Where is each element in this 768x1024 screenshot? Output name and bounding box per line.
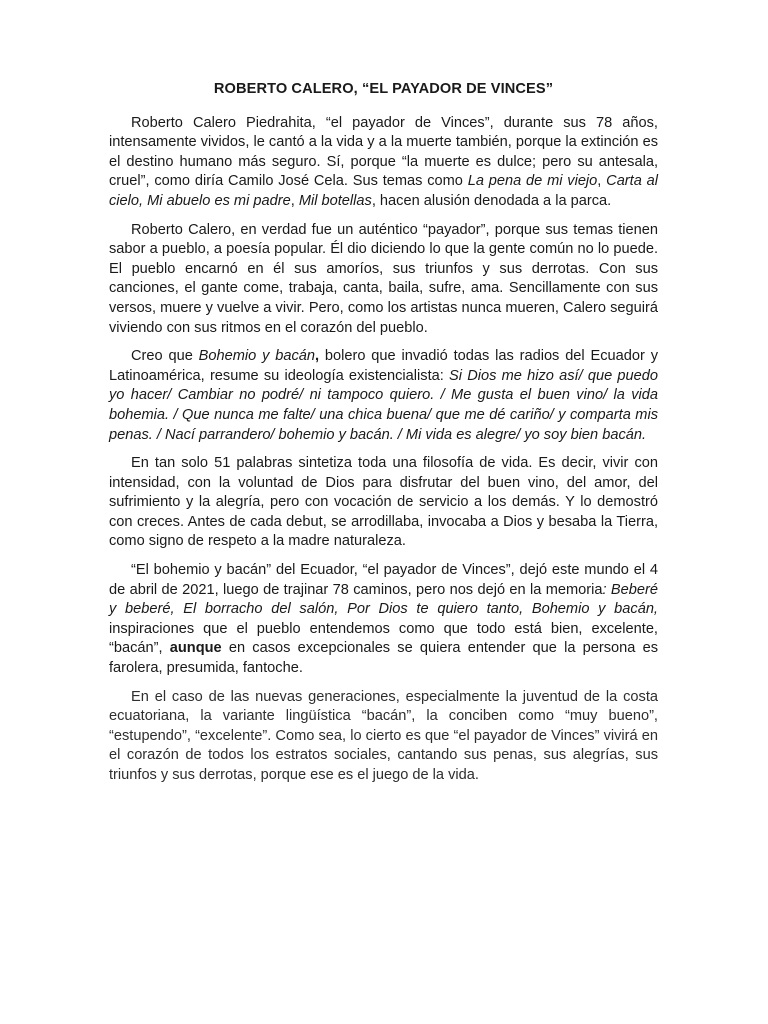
song-title-bohemio-y-bacan: Bohemio y bacán bbox=[198, 348, 315, 365]
paragraph-1-text-a: Roberto Calero Piedrahita, “el payador de Vinces”, durante sus 78 años, intensamente vividos, le cantó a la vida y a la muerte también, porque la extinción es el destino humano más seguro. Sí, porque “la muerte es dulce; pero su antesala, cruel”, como diría Camilo José Cela. Sus temas como bbox=[109, 114, 658, 190]
paragraph-5-text-c: inspiraciones que el pueblo entendemos como que todo está bien, excelente, “bacán”, bbox=[109, 620, 658, 657]
paragraph-4: En tan solo 51 palabras sintetiza toda una filosofía de vida. Es decir, vivir con intensidad, con la voluntad de Dios para disfrutar del buen vino, del amor, del sufrimiento y la alegría, pero con vocación de servicio a los demás. Y lo demostró con creces. Antes de cada debut, se arrodillaba, invocaba a Dios y besaba la Tierra, como signo de respeto a la madre naturaleza. bbox=[109, 455, 658, 550]
song-titles-carta-abuelo: Carta al cielo, Mi abuelo es mi padre bbox=[109, 173, 659, 209]
document-title: ROBERTO CALERO, “EL PAYADOR DE VINCES” bbox=[213, 81, 554, 97]
song-titles-list: : Beberé y beberé, El borracho del salón, Por Dios te quiero tanto, Bohemio y bacán, bbox=[109, 581, 658, 618]
paragraph-6: En el caso de las nuevas generaciones, especialmente la juventud de la costa ecuatoriana, la variante lingüística “bacán”, la conciben como “muy bueno”, “estupendo”, “excelente”. Como sea, lo cierto es que “el payador de Vinces” vivirá en el corazón de todos los estratos sociales, cantando sus penas, sus alegrías, sus triunfos y sus derrotas, porque ese es el juego de la vida. bbox=[109, 688, 658, 783]
paragraph-1 bbox=[109, 114, 658, 212]
document-body bbox=[109, 80, 658, 795]
paragraph-1-text-g: , hacen alusión denodada a la parca. bbox=[371, 192, 612, 209]
paragraph-1-text-c: , bbox=[597, 173, 607, 190]
paragraph-3-text-d: bolero que invadió todas las radios del Ecuador y Latinoamérica, resume su ideología existencialista: bbox=[109, 348, 658, 384]
song-title-la-pena-de-mi-viejo: La pena de mi viejo bbox=[467, 173, 598, 190]
paragraph-5-text-a: “El bohemio y bacán” del Ecuador, “el payador de Vinces”, dejó este mundo el 4 de abril de 2021, luego de trajinar 78 caminos, pero nos dejó en la memoria bbox=[109, 562, 658, 598]
song-lyrics-quote: Si Dios me hizo así/ que puedo yo hacer/ Cambiar no podré/ ni tampoco quiero. / Me gusta el buen vino/ la vida bohemia. / Que nunca me falte/ una chica buena/ que me dé cariño/ y comparta mis penas. / Nací parrandero/ bohemio y bacán. / Mi vida es alegre/ yo soy bien bacán. bbox=[109, 367, 658, 443]
paragraph-3-comma: , bbox=[315, 348, 320, 365]
paragraph-1-text-e: , bbox=[290, 192, 299, 209]
paragraph-2: Roberto Calero, en verdad fue un auténtico “payador”, porque sus temas tienen sabor a pueblo, a poesía popular. Él dio diciendo lo que la gente común no lo puede. El pueblo encarnó en él sus amoríos, sus triunfos y sus derrotas. Con sus canciones, el gante come, trabaja, canta, baila, sufre, ama. Sencillamente con sus versos, muere y vuelve a vivir. Pero, como los artistas nunca mueren, Calero seguirá viviendo con sus ritmos en el corazón del pueblo. bbox=[109, 221, 658, 336]
paragraph-3 bbox=[109, 347, 658, 445]
song-title-mil-botellas: Mil botellas bbox=[298, 192, 372, 209]
paragraph-5 bbox=[109, 561, 658, 679]
paragraph-5-aunque: aunque bbox=[169, 640, 222, 657]
paragraph-3-text-a: Creo que bbox=[131, 348, 199, 365]
paragraph-5-text-e: en casos excepcionales se quiera entender que la persona es farolera, presumida, fantoche. bbox=[109, 640, 659, 677]
